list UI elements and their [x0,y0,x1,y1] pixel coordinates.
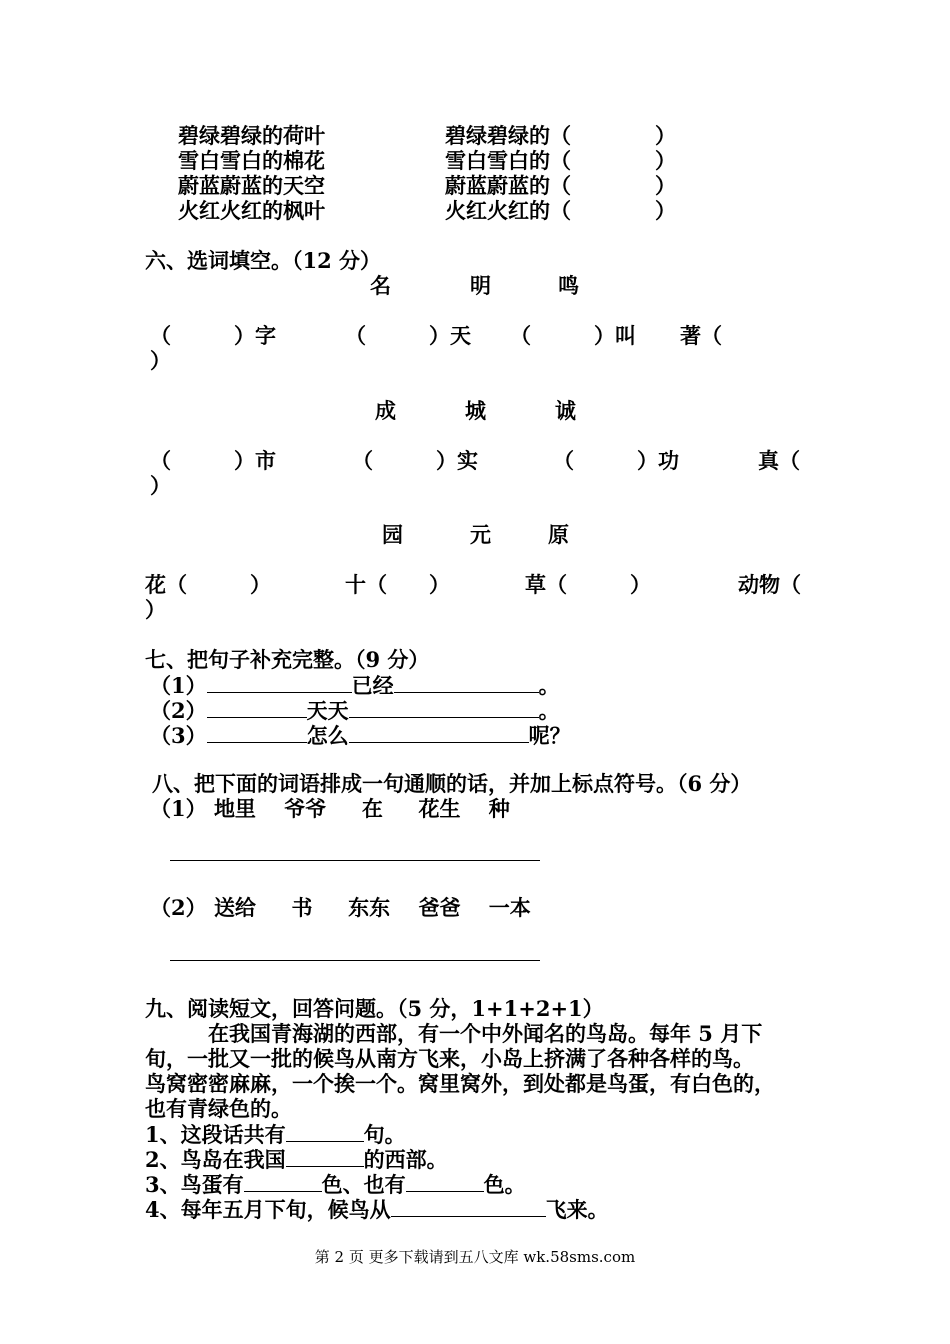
s7-blank-1b[interactable] [394,672,539,693]
s9-q4-text-b: 飞来。 [545,1197,609,1222]
s9-q4-text-a: 4、每年五月下旬，候鸟从 [145,1197,391,1222]
s9-q1-text-a: 1、这段话共有 [145,1122,286,1147]
s5-left-1: 碧绿碧绿的荷叶 [178,123,325,148]
s9-question-2 [145,1146,448,1173]
s7-mid-3: 怎么 [306,723,349,748]
s6-g1-word-3: 鸣 [558,273,579,298]
s5-right-3: 蔚蓝蔚蓝的（ ） [445,173,676,198]
s7-end-2: 。 [538,698,560,723]
s8-answer-line-1[interactable] [170,860,540,861]
s7-item-1 [150,672,560,699]
s9-passage-line-2: 旬，一批又一批的候鸟从南方飞来，小岛上挤满了各种各样的鸟。 [145,1046,754,1071]
s7-num-1: （1） [150,673,207,698]
s7-mid-2: 天天 [306,698,349,723]
s6-g3-word-2: 元 [470,522,491,547]
s7-mid-1: 已经 [351,673,394,698]
s7-blank-2a[interactable] [207,697,307,718]
s6-g3-word-3: 原 [548,522,569,547]
s6-g3-item-1: 花（ ） [145,572,271,597]
s7-item-2 [150,697,560,724]
s7-num-2: （2） [150,698,207,723]
s8-answer-line-2[interactable] [170,960,540,961]
s6-g1-word-2: 明 [470,273,491,298]
s6-g3-item-4: 动物（ [738,572,801,597]
s6-g3-overflow: ） [145,597,166,622]
s9-q3-text-c: 色。 [483,1172,526,1197]
s8-num-1: （1） [150,796,207,821]
s9-passage-line-3: 鸟窝密密麻麻，一个挨一个。窝里窝外，到处都是鸟蛋，有白色的， [145,1071,775,1096]
s8-words-1: 地里 爷爷 在 花生 种 [213,796,510,821]
s5-right-4: 火红火红的（ ） [445,198,676,223]
s8-words-2: 送给 书 东东 爸爸 一本 [213,895,531,920]
s9-q3-blank-1[interactable] [244,1171,322,1192]
s9-q2-text-b: 的西部。 [363,1147,448,1172]
s7-blank-3a[interactable] [207,722,307,743]
s6-g3-item-2: 十（ ） [345,572,450,597]
section7-title: 七、把句子补充完整。（9 分） [145,647,430,672]
s6-g1-item-3: （ ）叫 [510,323,636,348]
s9-passage-line-4: 也有青绿色的。 [145,1096,292,1121]
s6-g2-overflow: ） [150,473,171,498]
s6-g2-item-1: （ ）市 [150,448,276,473]
s6-g2-item-3: （ ）功 [553,448,679,473]
s9-q3-blank-2[interactable] [406,1171,484,1192]
s6-g2-word-3: 诚 [555,398,576,423]
s5-right-1: 碧绿碧绿的（ ） [445,123,676,148]
s8-item-1 [150,796,510,822]
s6-g1-word-1: 名 [370,273,391,298]
s5-left-4: 火红火红的枫叶 [178,198,325,223]
s6-g2-item-4: 真（ [758,448,800,473]
s7-blank-1a[interactable] [207,672,352,693]
s9-q4-blank[interactable] [391,1196,546,1217]
section8-title: 八、把下面的词语排成一句通顺的话，并加上标点符号。（6 分） [152,771,752,796]
s6-g1-overflow: ） [150,348,171,373]
s5-left-3: 蔚蓝蔚蓝的天空 [178,173,325,198]
s6-g1-item-4: 著（ [680,323,722,348]
s9-question-4 [145,1196,609,1223]
s9-q1-text-b: 句。 [363,1122,406,1147]
s9-q1-blank[interactable] [286,1121,364,1142]
s9-q3-text-a: 3、鸟蛋有 [145,1172,244,1197]
s6-g2-item-2: （ ）实 [352,448,478,473]
s7-end-1: 。 [538,673,560,698]
s8-item-2 [150,895,531,921]
s9-passage-line-1: 在我国青海湖的西部，有一个中外闻名的鸟岛。每年 5 月下 [145,1021,763,1046]
s9-q3-text-b: 色、也有 [321,1172,406,1197]
s6-g1-item-2: （ ）天 [345,323,471,348]
s7-end-3: 呢？ [528,723,571,748]
s7-num-3: （3） [150,723,207,748]
s9-question-3 [145,1171,526,1198]
section6-title: 六、选词填空。（12 分） [145,248,382,273]
s6-g3-item-3: 草（ ） [525,572,651,597]
s9-q2-text-a: 2、鸟岛在我国 [145,1147,286,1172]
s7-item-3 [150,722,571,749]
s5-left-2: 雪白雪白的棉花 [178,148,325,173]
page-footer: 第 2 页 更多下载请到五八文库 wk.58sms.com [314,1248,636,1266]
section9-title: 九、阅读短文，回答问题。（5 分，1+1+2+1） [145,996,604,1021]
s6-g1-item-1: （ ）字 [150,323,276,348]
s7-blank-3b[interactable] [349,722,529,743]
s6-g2-word-1: 成 [375,398,396,423]
s5-right-2: 雪白雪白的（ ） [445,148,676,173]
s7-blank-2b[interactable] [349,697,539,718]
s9-question-1 [145,1121,406,1148]
s6-g2-word-2: 城 [465,398,486,423]
s8-num-2: （2） [150,895,207,920]
s9-q2-blank[interactable] [286,1146,364,1167]
s6-g3-word-1: 园 [382,522,403,547]
